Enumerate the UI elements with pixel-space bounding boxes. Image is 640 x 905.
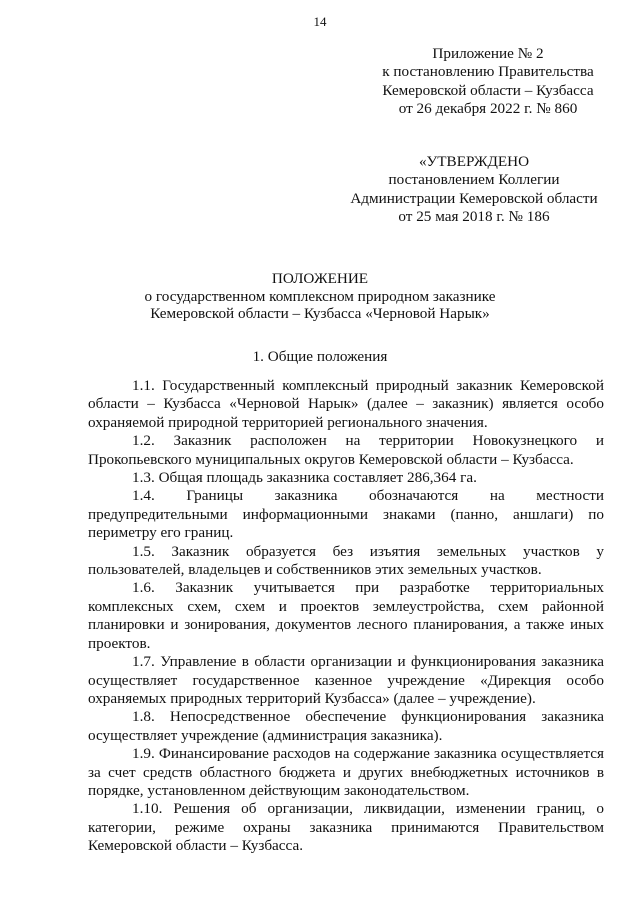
- appendix-line: Приложение № 2: [432, 45, 544, 62]
- paragraph-1-10: 1.10. Решения об организации, ликвидации, изменении границ, о категории, режиме охраны заказника принимаются Правительством Кемеровской области – Кузбасса.: [88, 800, 604, 855]
- paragraph-1-3: 1.3. Общая площадь заказника составляет 286,364 га.: [132, 469, 477, 487]
- paragraph-1-7: 1.7. Управление в области организации и функционирования заказника осуществляет государственное казенное учреждение «Дирекция особо охраняемых природных территорий Кузбасса» (далее – учреждение).: [88, 653, 604, 707]
- appendix-line: от 26 декабря 2022 г. № 860: [398, 100, 578, 118]
- section-body: [88, 377, 604, 856]
- approved-line: постановлением Коллегии: [388, 171, 560, 189]
- approved-header: [344, 153, 604, 227]
- title-subtitle-line-2: Кемеровской области – Кузбасса «Черновой Нарык»: [150, 305, 490, 323]
- paragraph-1-9: 1.9. Финансирование расходов на содержание заказника осуществляется за счет средств областного бюджета и других внебюджетных источников в порядке, установленном действующим законодательством.: [88, 745, 604, 799]
- approved-line: Администрации Кемеровской области: [350, 189, 598, 207]
- paragraph-1-8: 1.8. Непосредственное обеспечение функционирования заказника осуществляет учреждение (администрация заказника).: [88, 708, 604, 744]
- paragraph-1-1: 1.1. Государственный комплексный природный заказник Кемеровской области – Кузбасса «Черновой Нарык» (далее – заказник) является особо охраняемой природной территорией регионального значения.: [88, 377, 604, 431]
- page-number: 14: [313, 14, 327, 29]
- paragraph-1-4: 1.4. Границы заказника обозначаются на местности предупредительными информационными знаками (панно, аншлаги) по периметру его границ.: [88, 487, 604, 542]
- paragraph-1-5: 1.5. Заказник образуется без изъятия земельных участков у пользователей, владельцев и собственников этих земельных участков.: [88, 542, 604, 579]
- approved-line: «УТВЕРЖДЕНО: [418, 153, 530, 170]
- document-title: [0, 270, 640, 323]
- title-heading: ПОЛОЖЕНИЕ: [271, 270, 369, 287]
- title-subtitle-line-1: о государственном комплексном природном заказнике: [144, 287, 496, 305]
- section-heading: 1. Общие положения: [252, 348, 388, 365]
- approved-line: от 25 мая 2018 г. № 186: [398, 208, 550, 226]
- appendix-header: [372, 45, 604, 119]
- paragraph-1-2: 1.2. Заказник расположен на территории Новокузнецкого и Прокопьевского муниципальных округов Кемеровской области – Кузбасса.: [88, 432, 604, 468]
- paragraph-1-6: 1.6. Заказник учитывается при разработке территориальных комплексных схем, схем и проектов землеустройства, схем районной планировки и зонирования, документов лесного планирования, а также иных проектов.: [88, 579, 604, 652]
- appendix-line: Кемеровской области – Кузбасса: [382, 81, 594, 99]
- appendix-line: к постановлению Правительства: [382, 63, 594, 81]
